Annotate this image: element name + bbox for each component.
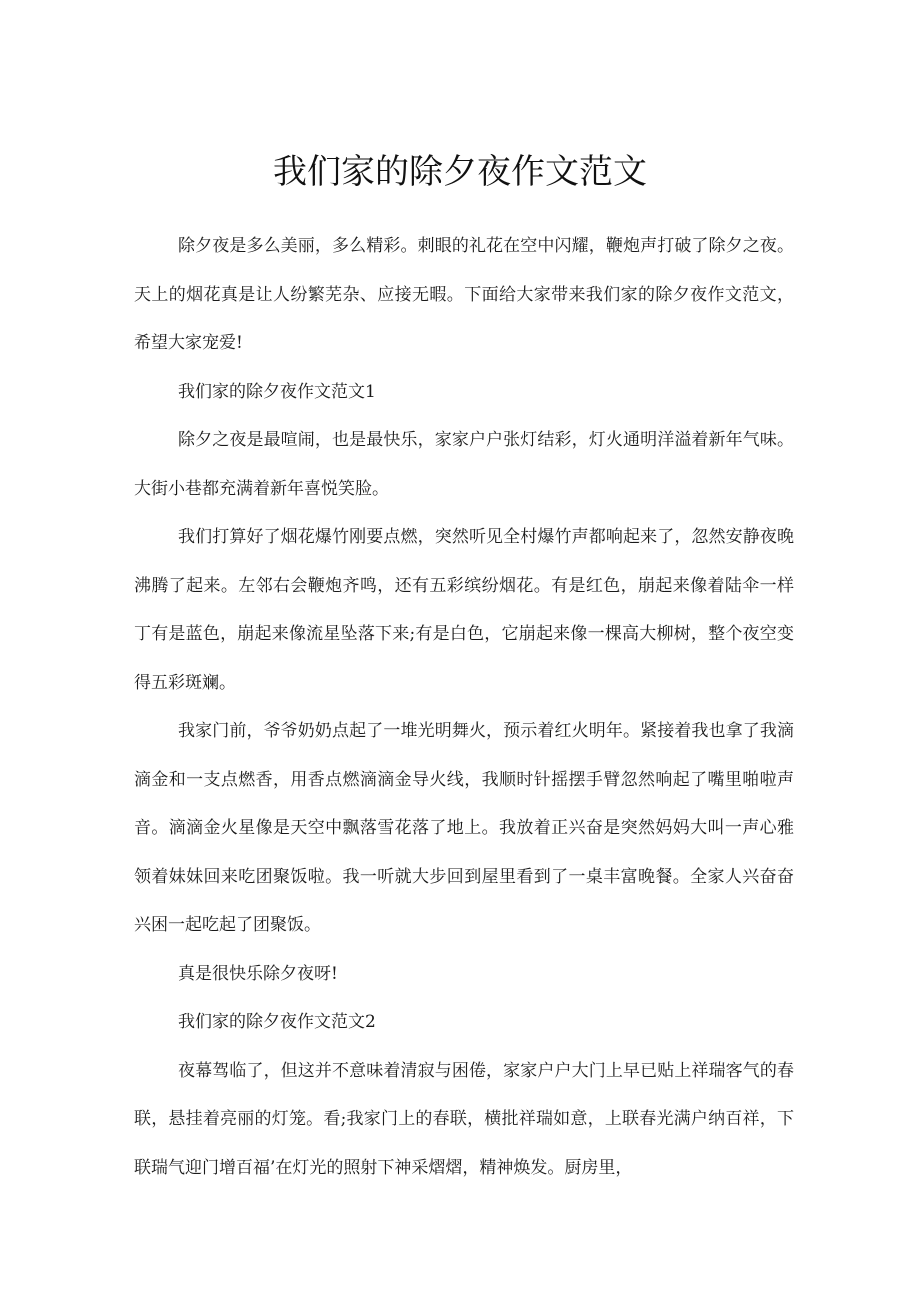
section-heading-2: 我们家的除夕夜作文范文2 [178,1012,376,1032]
intro-paragraph: 除夕夜是多么美丽，多么精彩。刺眼的礼花在空中闪耀，鞭炮声打破了除夕之夜。天上的烟花真是让人纷繁芜杂、应接无暇。下面给大家带来我们家的除夕夜作文范文，希望大家宠爱! [134,236,794,353]
body-paragraph: 我家门前，爷爷奶奶点起了一堆光明舞火，预示着红火明年。紧接着我也拿了我滴滴金和一支点燃香，用香点燃滴滴金导火线，我顺时针摇摆手臂忽然响起了嘴里啪啦声音。滴滴金火星像是天空中飘落雪花落了地上。我放着正兴奋是突然妈妈大叫一声心雅领着妹妹回来吃团聚饭啦。我一听就大步回到屋里看到了一桌丰富晚餐。全家人兴奋奋兴困一起吃起了团聚饭。 [134,721,794,935]
document-body [134,222,794,1192]
body-paragraph: 除夕之夜是最喧闹，也是最快乐，家家户户张灯结彩，灯火通明洋溢着新年气味。大街小巷都充满着新年喜悦笑脸。 [134,430,794,499]
body-paragraph: 我们打算好了烟花爆竹刚要点燃，突然听见全村爆竹声都响起来了，忽然安静夜晚沸腾了起来。左邻右会鞭炮齐鸣，还有五彩缤纷烟花。有是红色，崩起来像着陆伞一样丁有是蓝色，崩起来像流星坠落下来;有是白色，它崩起来像一棵高大柳树，整个夜空变得五彩斑斓。 [134,527,794,693]
body-paragraph: 夜幕驾临了，但这并不意味着清寂与困倦，家家户户大门上早已贴上祥瑞客气的春联，悬挂着亮丽的灯笼。看;我家门上的春联，横批祥瑞如意，上联春光满户纳百祥，下联瑞气迎门增百福’在灯光的照射下神采熠熠，精神焕发。厨房里， [134,1060,794,1178]
body-paragraph: 真是很快乐除夕夜呀! [178,963,338,984]
section-heading-1: 我们家的除夕夜作文范文1 [178,381,376,402]
page-title: 我们家的除夕夜作文范文 [273,152,647,192]
